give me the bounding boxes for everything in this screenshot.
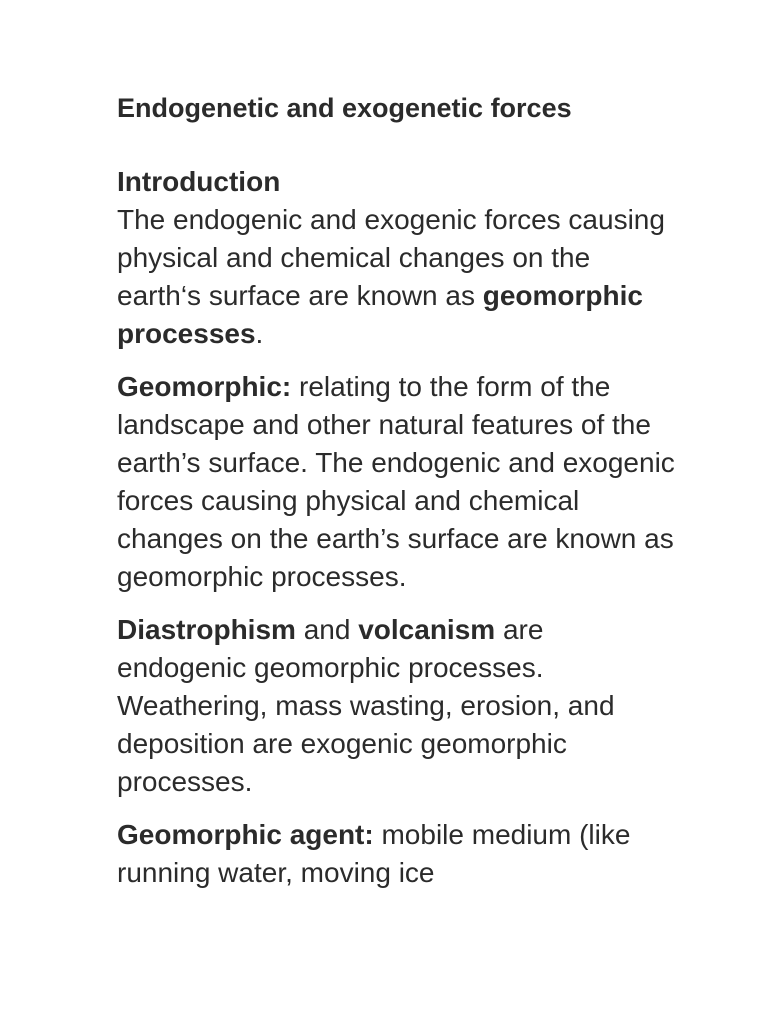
document-page	[117, 88, 677, 907]
intro-text: The endogenic and exogenic forces causing physical and chemical changes on the earth‘s surface are known as	[117, 204, 665, 311]
geomorphic-agent-term: Geomorphic agent:	[117, 819, 374, 850]
intro-heading: Introduction	[117, 166, 281, 197]
document-title: Endogenetic and exogenetic forces	[117, 93, 572, 123]
agent-paragraph	[117, 816, 677, 892]
processes-text: are endogenic geomorphic processes. Weathering, mass wasting, erosion, and deposition are exogenic geomorphic processes.	[117, 614, 615, 797]
geomorphic-term: Geomorphic:	[117, 371, 292, 402]
intro-period: .	[255, 318, 264, 349]
processes-paragraph	[117, 611, 677, 801]
intro-paragraph	[117, 201, 677, 353]
diastrophism-term: Diastrophism	[117, 614, 296, 645]
geomorphic-definition-paragraph	[117, 368, 677, 596]
geomorphic-definition-text: relating to the form of the landscape and other natural features of the earth’s surface. The endogenic and exogenic forces causing physical and chemical changes on the earth’s surface are known as geomorphic processes.	[117, 371, 675, 592]
geomorphic-agent-text: mobile medium (like running water, moving ice	[117, 819, 631, 888]
processes-connector: and	[295, 614, 359, 645]
intro-term-geomorphic-processes: geomorphic processes	[117, 280, 643, 349]
volcanism-term: volcanism	[358, 614, 496, 645]
